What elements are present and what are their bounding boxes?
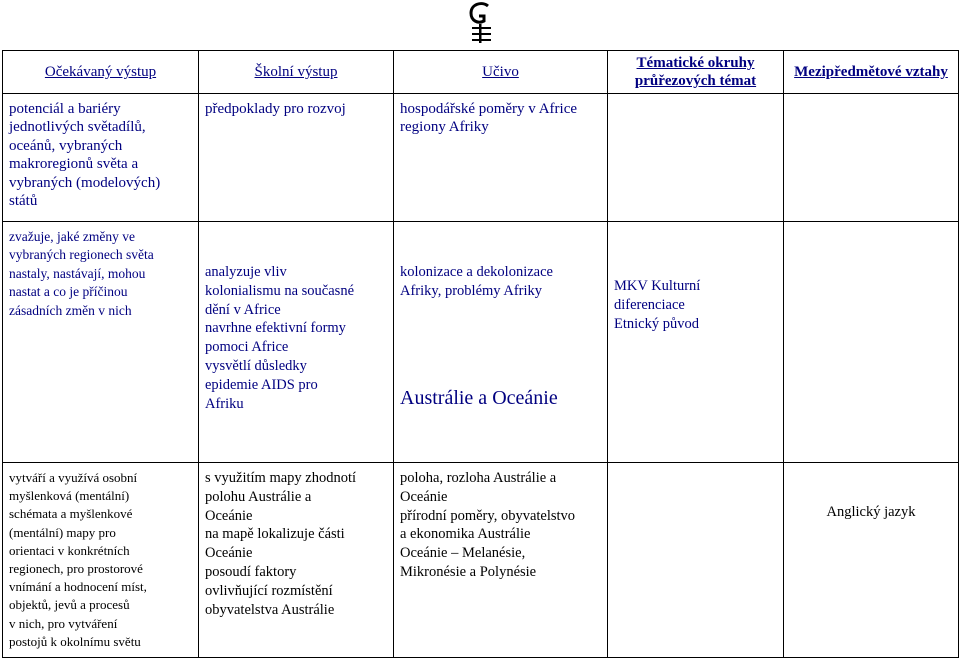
table-row (3, 94, 959, 222)
section-heading-australia: Austrálie a Oceánie (400, 386, 558, 409)
table-header-row (3, 51, 959, 94)
curriculum-table (2, 50, 959, 658)
cell-cross (784, 94, 959, 222)
cell-expected: vytváří a využívá osobní myšlenková (mentální) schémata a myšlenkové (mentální) mapy pro orientaci v konkrétních regionech, pro prostorové vnímání a hodnocení míst, objektů, jevů a procesů v nich, pro vytváření postojů k okolnímu světu (3, 463, 199, 658)
school-logo-icon (468, 2, 494, 44)
cell-themes: MKV Kulturní diferenciace Etnický původ (608, 222, 784, 463)
cell-themes (608, 463, 784, 658)
header-school-output: Školní výstup (199, 51, 394, 94)
cell-school: analyzuje vliv kolonialismu na současné dění v Africe navrhne efektivní formy pomoci Africe vysvětlí důsledky epidemie AIDS pro Afriku (199, 222, 394, 463)
cell-curriculum: kolonizace a dekolonizace Afriky, problémy Afriky Austrálie a Oceánie (394, 222, 608, 463)
cell-curriculum: hospodářské poměry v Africe regiony Afriky (394, 94, 608, 222)
cell-school: předpoklady pro rozvoj (199, 94, 394, 222)
header-cross-subject: Mezipředmětové vztahy (784, 51, 959, 94)
cell-expected: zvažuje, jaké změny ve vybraných regionech světa nastaly, nastávají, mohou nastat a co je příčinou zásadních změn v nich (3, 222, 199, 463)
cell-cross: Anglický jazyk (784, 463, 959, 658)
header-themes: Tématické okruhy průřezových témat (608, 51, 784, 94)
header-curriculum: Učivo (394, 51, 608, 94)
cell-school: s využitím mapy zhodnotí polohu Austrálie a Oceánie na mapě lokalizuje části Oceánie posoudí faktory ovlivňující rozmístění obyvatelstva Austrálie (199, 463, 394, 658)
cell-cross (784, 222, 959, 463)
table-row (3, 222, 959, 463)
cell-curriculum: poloha, rozloha Austrálie a Oceánie přírodní poměry, obyvatelstvo a ekonomika Austrálie Oceánie – Melanésie, Mikronésie a Polynésie (394, 463, 608, 658)
cell-themes (608, 94, 784, 222)
cell-expected: potenciál a bariéry jednotlivých světadílů, oceánů, vybraných makroregionů světa a vybraných (modelových) států (3, 94, 199, 222)
header-expected-output: Očekávaný výstup (3, 51, 199, 94)
table-row (3, 463, 959, 658)
